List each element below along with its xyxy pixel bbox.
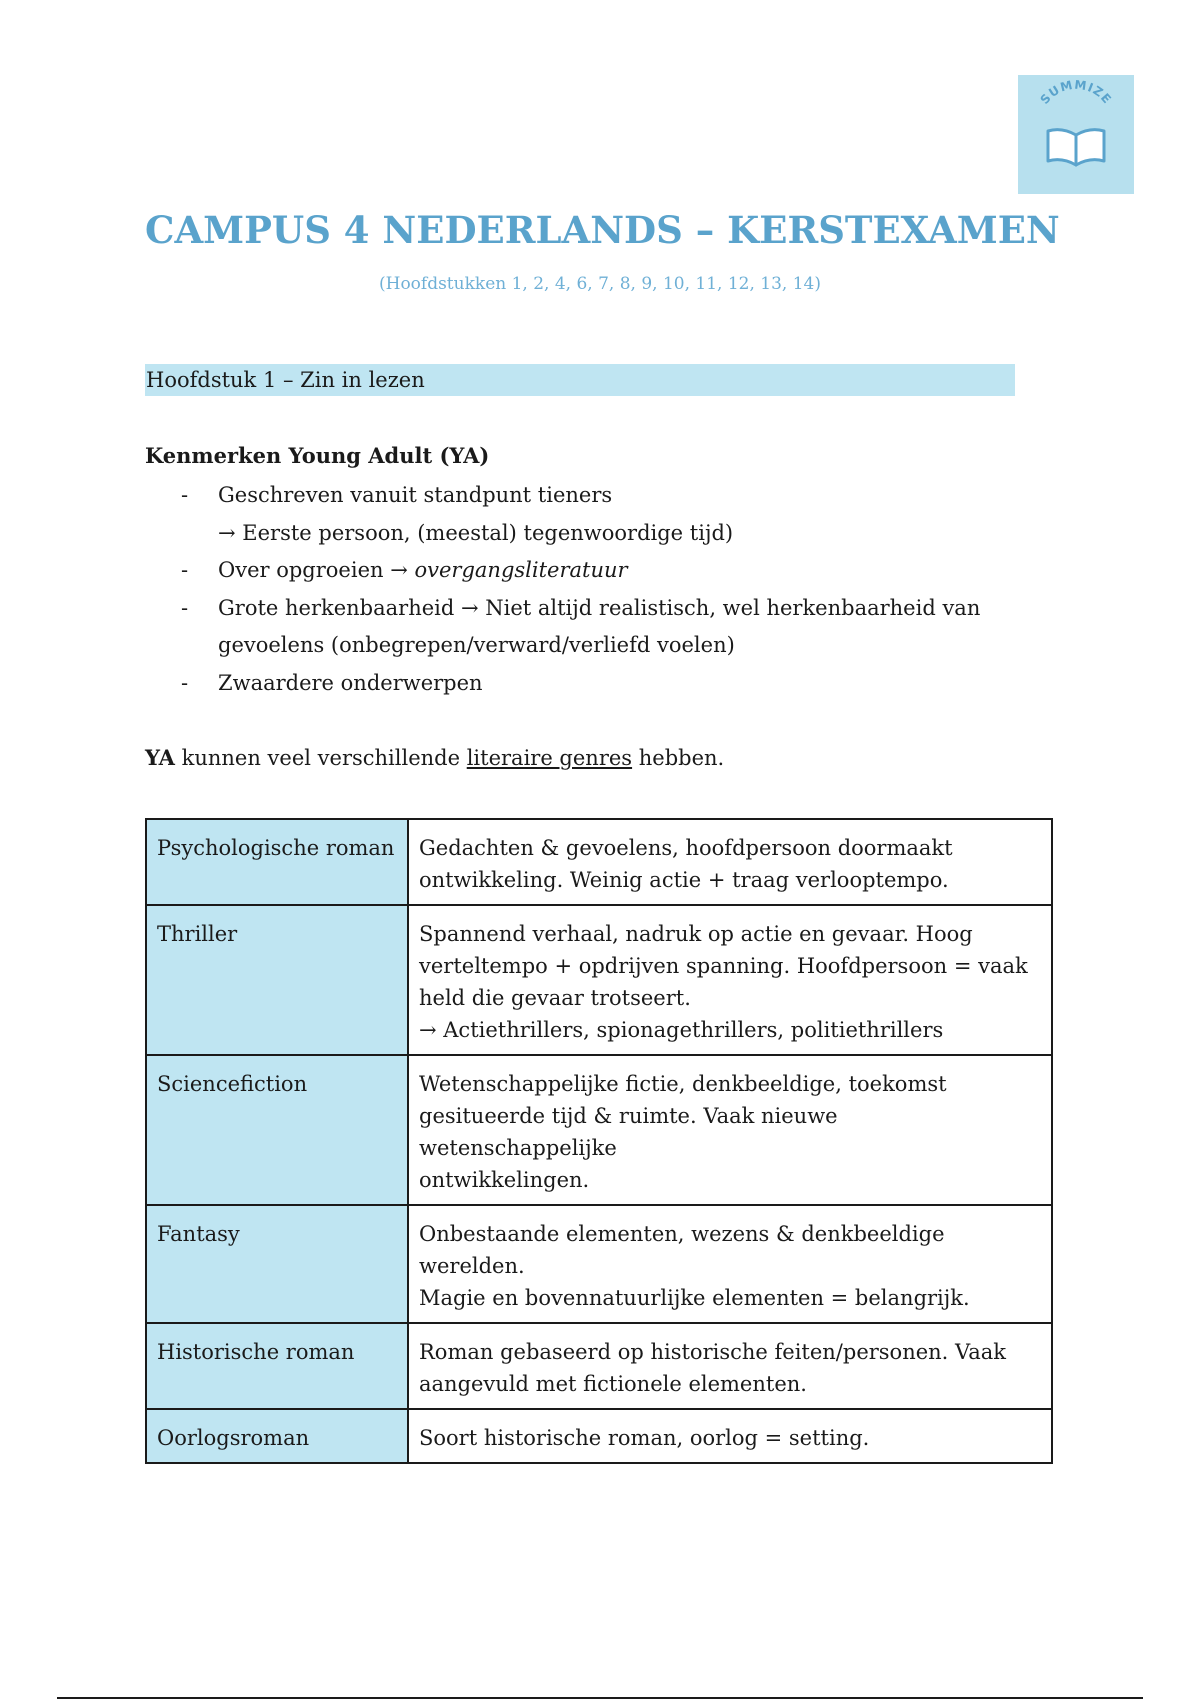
genre-name: Sciencefiction (146, 1055, 408, 1205)
list-item-emphasis: overgangsliteratuur (414, 558, 628, 582)
description-line: gesitueerde tijd & ruimte. Vaak nieuwe wetenschappelijke (419, 1104, 838, 1160)
bullet-dash: - (181, 558, 189, 582)
table-row (146, 1055, 1052, 1205)
description-line: → Actiethrillers, spionagethrillers, politiethrillers (419, 1018, 944, 1042)
description-line: Magie en bovennatuurlijke elementen = belangrijk. (419, 1286, 970, 1310)
genre-description (408, 1055, 1052, 1205)
genre-name: Psychologische roman (146, 819, 408, 905)
list-item (145, 665, 1045, 703)
list-item-subtext: → Eerste persoon, (meestal) tegenwoordige tijd) (218, 520, 734, 545)
list-item-text: Grote herkenbaarheid → Niet altijd realistisch, wel herkenbaarheid van (218, 595, 981, 620)
summize-logo (1018, 75, 1134, 194)
list-item (145, 477, 1045, 552)
chapters-subtitle: (Hoofdstukken 1, 2, 4, 6, 7, 8, 9, 10, 11, 12, 13, 14) (378, 274, 821, 294)
description-line: Gedachten & gevoelens, hoofdpersoon doormaakt (419, 836, 953, 860)
section-heading: Kenmerken Young Adult (YA) (145, 443, 490, 468)
list-item-text: Over opgroeien → (218, 558, 415, 582)
description-line: verteltempo + opdrijven spanning. Hoofdpersoon = vaak (419, 954, 1028, 978)
list-item-text: Geschreven vanuit standpunt tieners (218, 483, 613, 507)
characteristics-list (145, 477, 1045, 702)
list-item (145, 590, 1045, 665)
logo-text: SUMMIZE (1037, 77, 1115, 107)
chapter-heading: Hoofdstuk 1 – Zin in lezen (146, 368, 425, 392)
description-line: aangevuld met fictionele elementen. (419, 1372, 807, 1396)
genre-name: Historische roman (146, 1323, 408, 1409)
intro-text: kunnen veel verschillende (174, 746, 467, 770)
genre-description (408, 1205, 1052, 1323)
svg-text:SUMMIZE (1038, 78, 1115, 107)
table-row (146, 1205, 1052, 1323)
list-item-subtext: gevoelens (onbegrepen/verward/verliefd voelen) (218, 633, 735, 657)
genre-description (408, 1323, 1052, 1409)
table-row (146, 819, 1052, 905)
description-line: Roman gebaseerd op historische feiten/personen. Vaak (419, 1340, 1007, 1364)
description-line: Soort historische roman, oorlog = setting. (419, 1426, 870, 1450)
list-item-text: Zwaardere onderwerpen (218, 670, 483, 695)
open-book-icon (1018, 75, 1134, 194)
genre-description (408, 1409, 1052, 1463)
description-line: ontwikkelingen. (419, 1168, 590, 1192)
description-line: Onbestaande elementen, wezens & denkbeeldige werelden. (419, 1222, 945, 1278)
genre-name: Fantasy (146, 1205, 408, 1323)
bullet-dash: - (181, 483, 189, 507)
description-line: Wetenschappelijke fictie, denkbeeldige, toekomst (419, 1072, 947, 1096)
description-line: Spannend verhaal, nadruk op actie en gevaar. Hoog (419, 922, 973, 946)
table-row (146, 1409, 1052, 1463)
bullet-dash: - (181, 670, 189, 695)
genre-description (408, 819, 1052, 905)
footer-divider (57, 1697, 1143, 1699)
chapter-heading-bar (145, 364, 1015, 396)
bullet-dash: - (181, 595, 189, 620)
genre-name: Oorlogsroman (146, 1409, 408, 1463)
genre-description (408, 905, 1052, 1055)
intro-bold: YA (145, 745, 175, 770)
genres-intro (145, 745, 724, 770)
table-row (146, 905, 1052, 1055)
description-line: held die gevaar trotseert. (419, 986, 691, 1010)
description-line: ontwikkeling. Weinig actie + traag verlooptempo. (419, 868, 949, 892)
intro-underlined: literaire genres (466, 746, 633, 770)
genres-table (145, 818, 1053, 1464)
list-item (145, 552, 1045, 590)
genre-name: Thriller (146, 905, 408, 1055)
table-row (146, 1323, 1052, 1409)
intro-text-end: hebben. (632, 746, 725, 770)
page-title: CAMPUS 4 NEDERLANDS – KERSTEXAMEN (145, 208, 1060, 252)
